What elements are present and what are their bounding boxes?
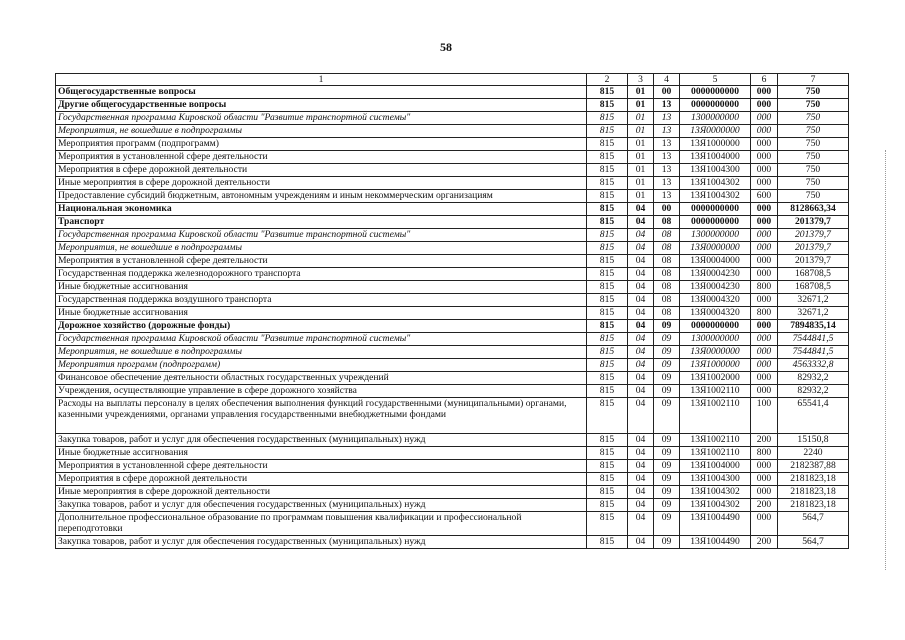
header-cell-section: 3: [628, 74, 654, 86]
cell-subsection: 08: [654, 294, 680, 307]
cell-ministry: 815: [587, 447, 628, 460]
header-cell-amount: 7: [778, 74, 849, 86]
cell-section: 01: [628, 177, 654, 190]
cell-section: 04: [628, 216, 654, 229]
cell-subsection: 09: [654, 536, 680, 549]
cell-ministry: 815: [587, 320, 628, 333]
cell-expense-type: 000: [751, 203, 778, 216]
cell-amount: 7544841,5: [778, 333, 849, 346]
cell-target-code: 13Я1004000: [680, 151, 751, 164]
cell-name: Мероприятия в установленной сфере деятельности: [56, 460, 587, 473]
cell-target-code: 13Я1002110: [680, 447, 751, 460]
cell-subsection: 09: [654, 486, 680, 499]
cell-name: Другие общегосударственные вопросы: [56, 99, 587, 112]
table-row: [56, 473, 849, 486]
cell-amount: 750: [778, 112, 849, 125]
cell-subsection: 09: [654, 333, 680, 346]
cell-amount: 201379,7: [778, 216, 849, 229]
cell-expense-type: 200: [751, 536, 778, 549]
cell-target-code: 13Я1002000: [680, 372, 751, 385]
cell-amount: 750: [778, 86, 849, 99]
cell-section: 04: [628, 372, 654, 385]
cell-name: Государственная программа Кировской области "Развитие транспортной системы": [56, 112, 587, 125]
table-row: [56, 307, 849, 320]
cell-amount: 15150,8: [778, 434, 849, 447]
cell-section: 04: [628, 536, 654, 549]
cell-section: 04: [628, 385, 654, 398]
cell-target-code: 13Я1002110: [680, 385, 751, 398]
cell-amount: 201379,7: [778, 242, 849, 255]
table-row: [56, 536, 849, 549]
cell-amount: 750: [778, 99, 849, 112]
cell-ministry: 815: [587, 460, 628, 473]
header-cell-subsection: 4: [654, 74, 680, 86]
cell-amount: 2181823,18: [778, 486, 849, 499]
cell-amount: 750: [778, 125, 849, 138]
cell-target-code: 13Я1004490: [680, 536, 751, 549]
header-cell-ministry: 2: [587, 74, 628, 86]
cell-expense-type: 000: [751, 177, 778, 190]
cell-name: Закупка товаров, работ и услуг для обеспечения государственных (муниципальных) нужд: [56, 499, 587, 512]
cell-expense-type: 000: [751, 359, 778, 372]
cell-ministry: 815: [587, 434, 628, 447]
cell-subsection: 09: [654, 346, 680, 359]
cell-section: 04: [628, 307, 654, 320]
cell-section: 04: [628, 242, 654, 255]
cell-expense-type: 000: [751, 320, 778, 333]
cell-ministry: 815: [587, 255, 628, 268]
cell-subsection: 13: [654, 138, 680, 151]
cell-subsection: 09: [654, 385, 680, 398]
cell-name: Национальная экономика: [56, 203, 587, 216]
cell-name: Мероприятия в установленной сфере деятельности: [56, 255, 587, 268]
cell-ministry: 815: [587, 151, 628, 164]
cell-ministry: 815: [587, 473, 628, 486]
cell-amount: 2182387,88: [778, 460, 849, 473]
cell-target-code: 13Я0000000: [680, 125, 751, 138]
cell-section: 04: [628, 346, 654, 359]
cell-expense-type: 600: [751, 190, 778, 203]
table-row: [56, 164, 849, 177]
cell-amount: 201379,7: [778, 255, 849, 268]
cell-amount: 7544841,5: [778, 346, 849, 359]
cell-section: 01: [628, 112, 654, 125]
cell-ministry: 815: [587, 216, 628, 229]
cell-name: Государственная программа Кировской области "Развитие транспортной системы": [56, 333, 587, 346]
cell-subsection: 09: [654, 499, 680, 512]
cell-target-code: 1300000000: [680, 333, 751, 346]
cell-expense-type: 000: [751, 112, 778, 125]
table-row: [56, 294, 849, 307]
table-row: [56, 255, 849, 268]
cell-expense-type: 000: [751, 385, 778, 398]
table-row: [56, 151, 849, 164]
cell-amount: 750: [778, 177, 849, 190]
cell-name: Иные мероприятия в сфере дорожной деятельности: [56, 486, 587, 499]
cell-subsection: 08: [654, 216, 680, 229]
cell-ministry: 815: [587, 536, 628, 549]
cell-section: 04: [628, 268, 654, 281]
cell-target-code: 0000000000: [680, 86, 751, 99]
table-row: [56, 268, 849, 281]
cell-ministry: 815: [587, 307, 628, 320]
cell-subsection: 09: [654, 460, 680, 473]
cell-expense-type: 000: [751, 268, 778, 281]
cell-ministry: 815: [587, 138, 628, 151]
cell-section: 04: [628, 398, 654, 434]
cell-expense-type: 000: [751, 473, 778, 486]
cell-expense-type: 000: [751, 138, 778, 151]
cell-target-code: 0000000000: [680, 320, 751, 333]
cell-subsection: 08: [654, 307, 680, 320]
cell-ministry: 815: [587, 99, 628, 112]
cell-subsection: 09: [654, 434, 680, 447]
cell-name: Мероприятия программ (подпрограмм): [56, 138, 587, 151]
cell-name: Мероприятия программ (подпрограмм): [56, 359, 587, 372]
cell-section: 04: [628, 486, 654, 499]
header-cell-expense-type: 6: [751, 74, 778, 86]
cell-name: Иные бюджетные ассигнования: [56, 307, 587, 320]
table-row: [56, 398, 849, 434]
cell-ministry: 815: [587, 346, 628, 359]
header-cell-name: 1: [56, 74, 587, 86]
cell-section: 04: [628, 460, 654, 473]
cell-expense-type: 000: [751, 486, 778, 499]
cell-name: Финансовое обеспечение деятельности областных государственных учреждений: [56, 372, 587, 385]
cell-section: 04: [628, 333, 654, 346]
cell-amount: 32671,2: [778, 294, 849, 307]
cell-amount: 750: [778, 164, 849, 177]
cell-expense-type: 000: [751, 512, 778, 536]
cell-name: Мероприятия в установленной сфере деятельности: [56, 151, 587, 164]
table-row: [56, 99, 849, 112]
cell-target-code: 13Я1000000: [680, 359, 751, 372]
cell-target-code: 13Я1004300: [680, 473, 751, 486]
cell-name: Расходы на выплаты персоналу в целях обеспечения выполнения функций государственными (муниципальными) органами, казенными учреждениями, органами управления государственными внебюджетными фондами: [56, 398, 587, 434]
cell-amount: 8128663,34: [778, 203, 849, 216]
table-row: [56, 112, 849, 125]
cell-subsection: 13: [654, 177, 680, 190]
cell-target-code: 0000000000: [680, 203, 751, 216]
cell-amount: 750: [778, 190, 849, 203]
cell-section: 04: [628, 434, 654, 447]
cell-expense-type: 000: [751, 164, 778, 177]
cell-section: 04: [628, 255, 654, 268]
cell-target-code: 13Я0004000: [680, 255, 751, 268]
cell-name: Общегосударственные вопросы: [56, 86, 587, 99]
cell-ministry: 815: [587, 372, 628, 385]
cell-name: Дорожное хозяйство (дорожные фонды): [56, 320, 587, 333]
cell-target-code: 13Я1000000: [680, 138, 751, 151]
cell-ministry: 815: [587, 294, 628, 307]
table-row: [56, 372, 849, 385]
cell-expense-type: 200: [751, 499, 778, 512]
table-row: [56, 359, 849, 372]
cell-subsection: 13: [654, 125, 680, 138]
cell-section: 01: [628, 125, 654, 138]
cell-subsection: 09: [654, 473, 680, 486]
table-row: [56, 125, 849, 138]
cell-subsection: 00: [654, 86, 680, 99]
cell-name: Учреждения, осуществляющие управление в сфере дорожного хозяйства: [56, 385, 587, 398]
cell-section: 01: [628, 164, 654, 177]
cell-ministry: 815: [587, 281, 628, 294]
cell-target-code: 1300000000: [680, 112, 751, 125]
cell-subsection: 09: [654, 398, 680, 434]
cell-subsection: 09: [654, 320, 680, 333]
cell-section: 01: [628, 190, 654, 203]
cell-amount: 2240: [778, 447, 849, 460]
cell-amount: 564,7: [778, 536, 849, 549]
cell-target-code: 13Я1004302: [680, 190, 751, 203]
cell-expense-type: 000: [751, 460, 778, 473]
table-row: [56, 177, 849, 190]
cell-expense-type: 100: [751, 398, 778, 434]
cell-target-code: 13Я1004490: [680, 512, 751, 536]
cell-amount: 564,7: [778, 512, 849, 536]
cell-section: 04: [628, 512, 654, 536]
cell-ministry: 815: [587, 359, 628, 372]
cell-amount: 82932,2: [778, 372, 849, 385]
cell-expense-type: 000: [751, 372, 778, 385]
cell-ministry: 815: [587, 486, 628, 499]
cell-subsection: 13: [654, 112, 680, 125]
cell-ministry: 815: [587, 164, 628, 177]
table-header-row: [56, 74, 849, 86]
cell-subsection: 13: [654, 151, 680, 164]
cell-section: 04: [628, 294, 654, 307]
cell-name: Мероприятия в сфере дорожной деятельности: [56, 164, 587, 177]
table-row: [56, 385, 849, 398]
table-row: [56, 281, 849, 294]
cell-target-code: 13Я1004302: [680, 486, 751, 499]
table-row: [56, 346, 849, 359]
cell-target-code: 13Я1004300: [680, 164, 751, 177]
cell-name: Закупка товаров, работ и услуг для обеспечения государственных (муниципальных) нужд: [56, 536, 587, 549]
table-row: [56, 486, 849, 499]
cell-ministry: 815: [587, 398, 628, 434]
cell-expense-type: 000: [751, 229, 778, 242]
cell-amount: 82932,2: [778, 385, 849, 398]
cell-expense-type: 000: [751, 294, 778, 307]
cell-name: Мероприятия, не вошедшие в подпрограммы: [56, 242, 587, 255]
cell-amount: 168708,5: [778, 281, 849, 294]
cell-ministry: 815: [587, 190, 628, 203]
cell-expense-type: 800: [751, 281, 778, 294]
table-row: [56, 320, 849, 333]
table-row: [56, 216, 849, 229]
cell-section: 04: [628, 203, 654, 216]
cell-subsection: 08: [654, 281, 680, 294]
cell-section: 04: [628, 229, 654, 242]
cell-ministry: 815: [587, 125, 628, 138]
cell-ministry: 815: [587, 512, 628, 536]
table-row: [56, 460, 849, 473]
cell-subsection: 13: [654, 99, 680, 112]
cell-target-code: 13Я1002110: [680, 398, 751, 434]
cell-subsection: 08: [654, 242, 680, 255]
cell-name: Мероприятия, не вошедшие в подпрограммы: [56, 125, 587, 138]
cell-ministry: 815: [587, 268, 628, 281]
table-row: [56, 333, 849, 346]
cell-expense-type: 000: [751, 125, 778, 138]
cell-name: Дополнительное профессиональное образование по программам повышения квалификации и профессиональной переподготовки: [56, 512, 587, 536]
cell-section: 01: [628, 138, 654, 151]
cell-section: 04: [628, 499, 654, 512]
cell-subsection: 09: [654, 512, 680, 536]
cell-section: 04: [628, 359, 654, 372]
cell-ministry: 815: [587, 242, 628, 255]
cell-target-code: 13Я0004320: [680, 294, 751, 307]
cell-amount: 2181823,18: [778, 499, 849, 512]
cell-ministry: 815: [587, 177, 628, 190]
cell-section: 04: [628, 281, 654, 294]
cell-ministry: 815: [587, 499, 628, 512]
cell-expense-type: 000: [751, 242, 778, 255]
table-row: [56, 203, 849, 216]
header-cell-target-code: 5: [680, 74, 751, 86]
page-number: 58: [440, 40, 452, 54]
cell-amount: 32671,2: [778, 307, 849, 320]
cell-amount: 201379,7: [778, 229, 849, 242]
cell-subsection: 13: [654, 190, 680, 203]
cell-section: 04: [628, 447, 654, 460]
cell-name: Иные бюджетные ассигнования: [56, 447, 587, 460]
cell-expense-type: 800: [751, 307, 778, 320]
cell-expense-type: 000: [751, 346, 778, 359]
table-row: [56, 138, 849, 151]
cell-name: Мероприятия в сфере дорожной деятельности: [56, 473, 587, 486]
cell-expense-type: 000: [751, 255, 778, 268]
cell-subsection: 09: [654, 447, 680, 460]
cell-subsection: 08: [654, 255, 680, 268]
cell-expense-type: 000: [751, 333, 778, 346]
table-row: [56, 86, 849, 99]
cell-name: Иные мероприятия в сфере дорожной деятельности: [56, 177, 587, 190]
table-row: [56, 242, 849, 255]
cell-target-code: 13Я0004320: [680, 307, 751, 320]
table-row: [56, 512, 849, 536]
cell-expense-type: 000: [751, 86, 778, 99]
cell-name: Государственная программа Кировской области "Развитие транспортной системы": [56, 229, 587, 242]
cell-ministry: 815: [587, 112, 628, 125]
cell-target-code: 13Я0000000: [680, 242, 751, 255]
table-row: [56, 229, 849, 242]
cell-target-code: 13Я0000000: [680, 346, 751, 359]
cell-ministry: 815: [587, 229, 628, 242]
cell-target-code: 13Я0004230: [680, 268, 751, 281]
cell-expense-type: 000: [751, 216, 778, 229]
cell-ministry: 815: [587, 333, 628, 346]
cell-ministry: 815: [587, 86, 628, 99]
cell-name: Предоставление субсидий бюджетным, автономным учреждениям и иным некоммерческим организациям: [56, 190, 587, 203]
cell-target-code: 13Я0004230: [680, 281, 751, 294]
cell-amount: 7894835,14: [778, 320, 849, 333]
cell-target-code: 13Я1002110: [680, 434, 751, 447]
cell-amount: 2181823,18: [778, 473, 849, 486]
table-row: [56, 190, 849, 203]
cell-amount: 65541,4: [778, 398, 849, 434]
cell-target-code: 0000000000: [680, 99, 751, 112]
cell-amount: 4563332,8: [778, 359, 849, 372]
cell-name: Государственная поддержка воздушного транспорта: [56, 294, 587, 307]
cell-name: Транспорт: [56, 216, 587, 229]
cell-section: 01: [628, 151, 654, 164]
cell-subsection: 09: [654, 359, 680, 372]
cell-section: 01: [628, 86, 654, 99]
cell-name: Государственная поддержка железнодорожного транспорта: [56, 268, 587, 281]
cell-section: 04: [628, 473, 654, 486]
cell-subsection: 13: [654, 164, 680, 177]
cell-section: 04: [628, 320, 654, 333]
cell-target-code: 13Я1004302: [680, 499, 751, 512]
cell-name: Закупка товаров, работ и услуг для обеспечения государственных (муниципальных) нужд: [56, 434, 587, 447]
cell-target-code: 1300000000: [680, 229, 751, 242]
cell-subsection: 00: [654, 203, 680, 216]
cell-ministry: 815: [587, 203, 628, 216]
cell-section: 01: [628, 99, 654, 112]
cell-target-code: 0000000000: [680, 216, 751, 229]
table-row: [56, 434, 849, 447]
cell-name: Иные бюджетные ассигнования: [56, 281, 587, 294]
table-row: [56, 499, 849, 512]
table-row: [56, 447, 849, 460]
cell-expense-type: 200: [751, 434, 778, 447]
cell-expense-type: 000: [751, 99, 778, 112]
cell-ministry: 815: [587, 385, 628, 398]
cell-name: Мероприятия, не вошедшие в подпрограммы: [56, 346, 587, 359]
cell-expense-type: 800: [751, 447, 778, 460]
cell-amount: 750: [778, 151, 849, 164]
cell-subsection: 09: [654, 372, 680, 385]
cell-subsection: 08: [654, 229, 680, 242]
cell-amount: 168708,5: [778, 268, 849, 281]
cell-expense-type: 000: [751, 151, 778, 164]
cell-target-code: 13Я1004000: [680, 460, 751, 473]
budget-table: [55, 73, 849, 549]
cell-target-code: 13Я1004302: [680, 177, 751, 190]
cell-subsection: 08: [654, 268, 680, 281]
scan-edge-mark: [885, 150, 887, 570]
cell-amount: 750: [778, 138, 849, 151]
